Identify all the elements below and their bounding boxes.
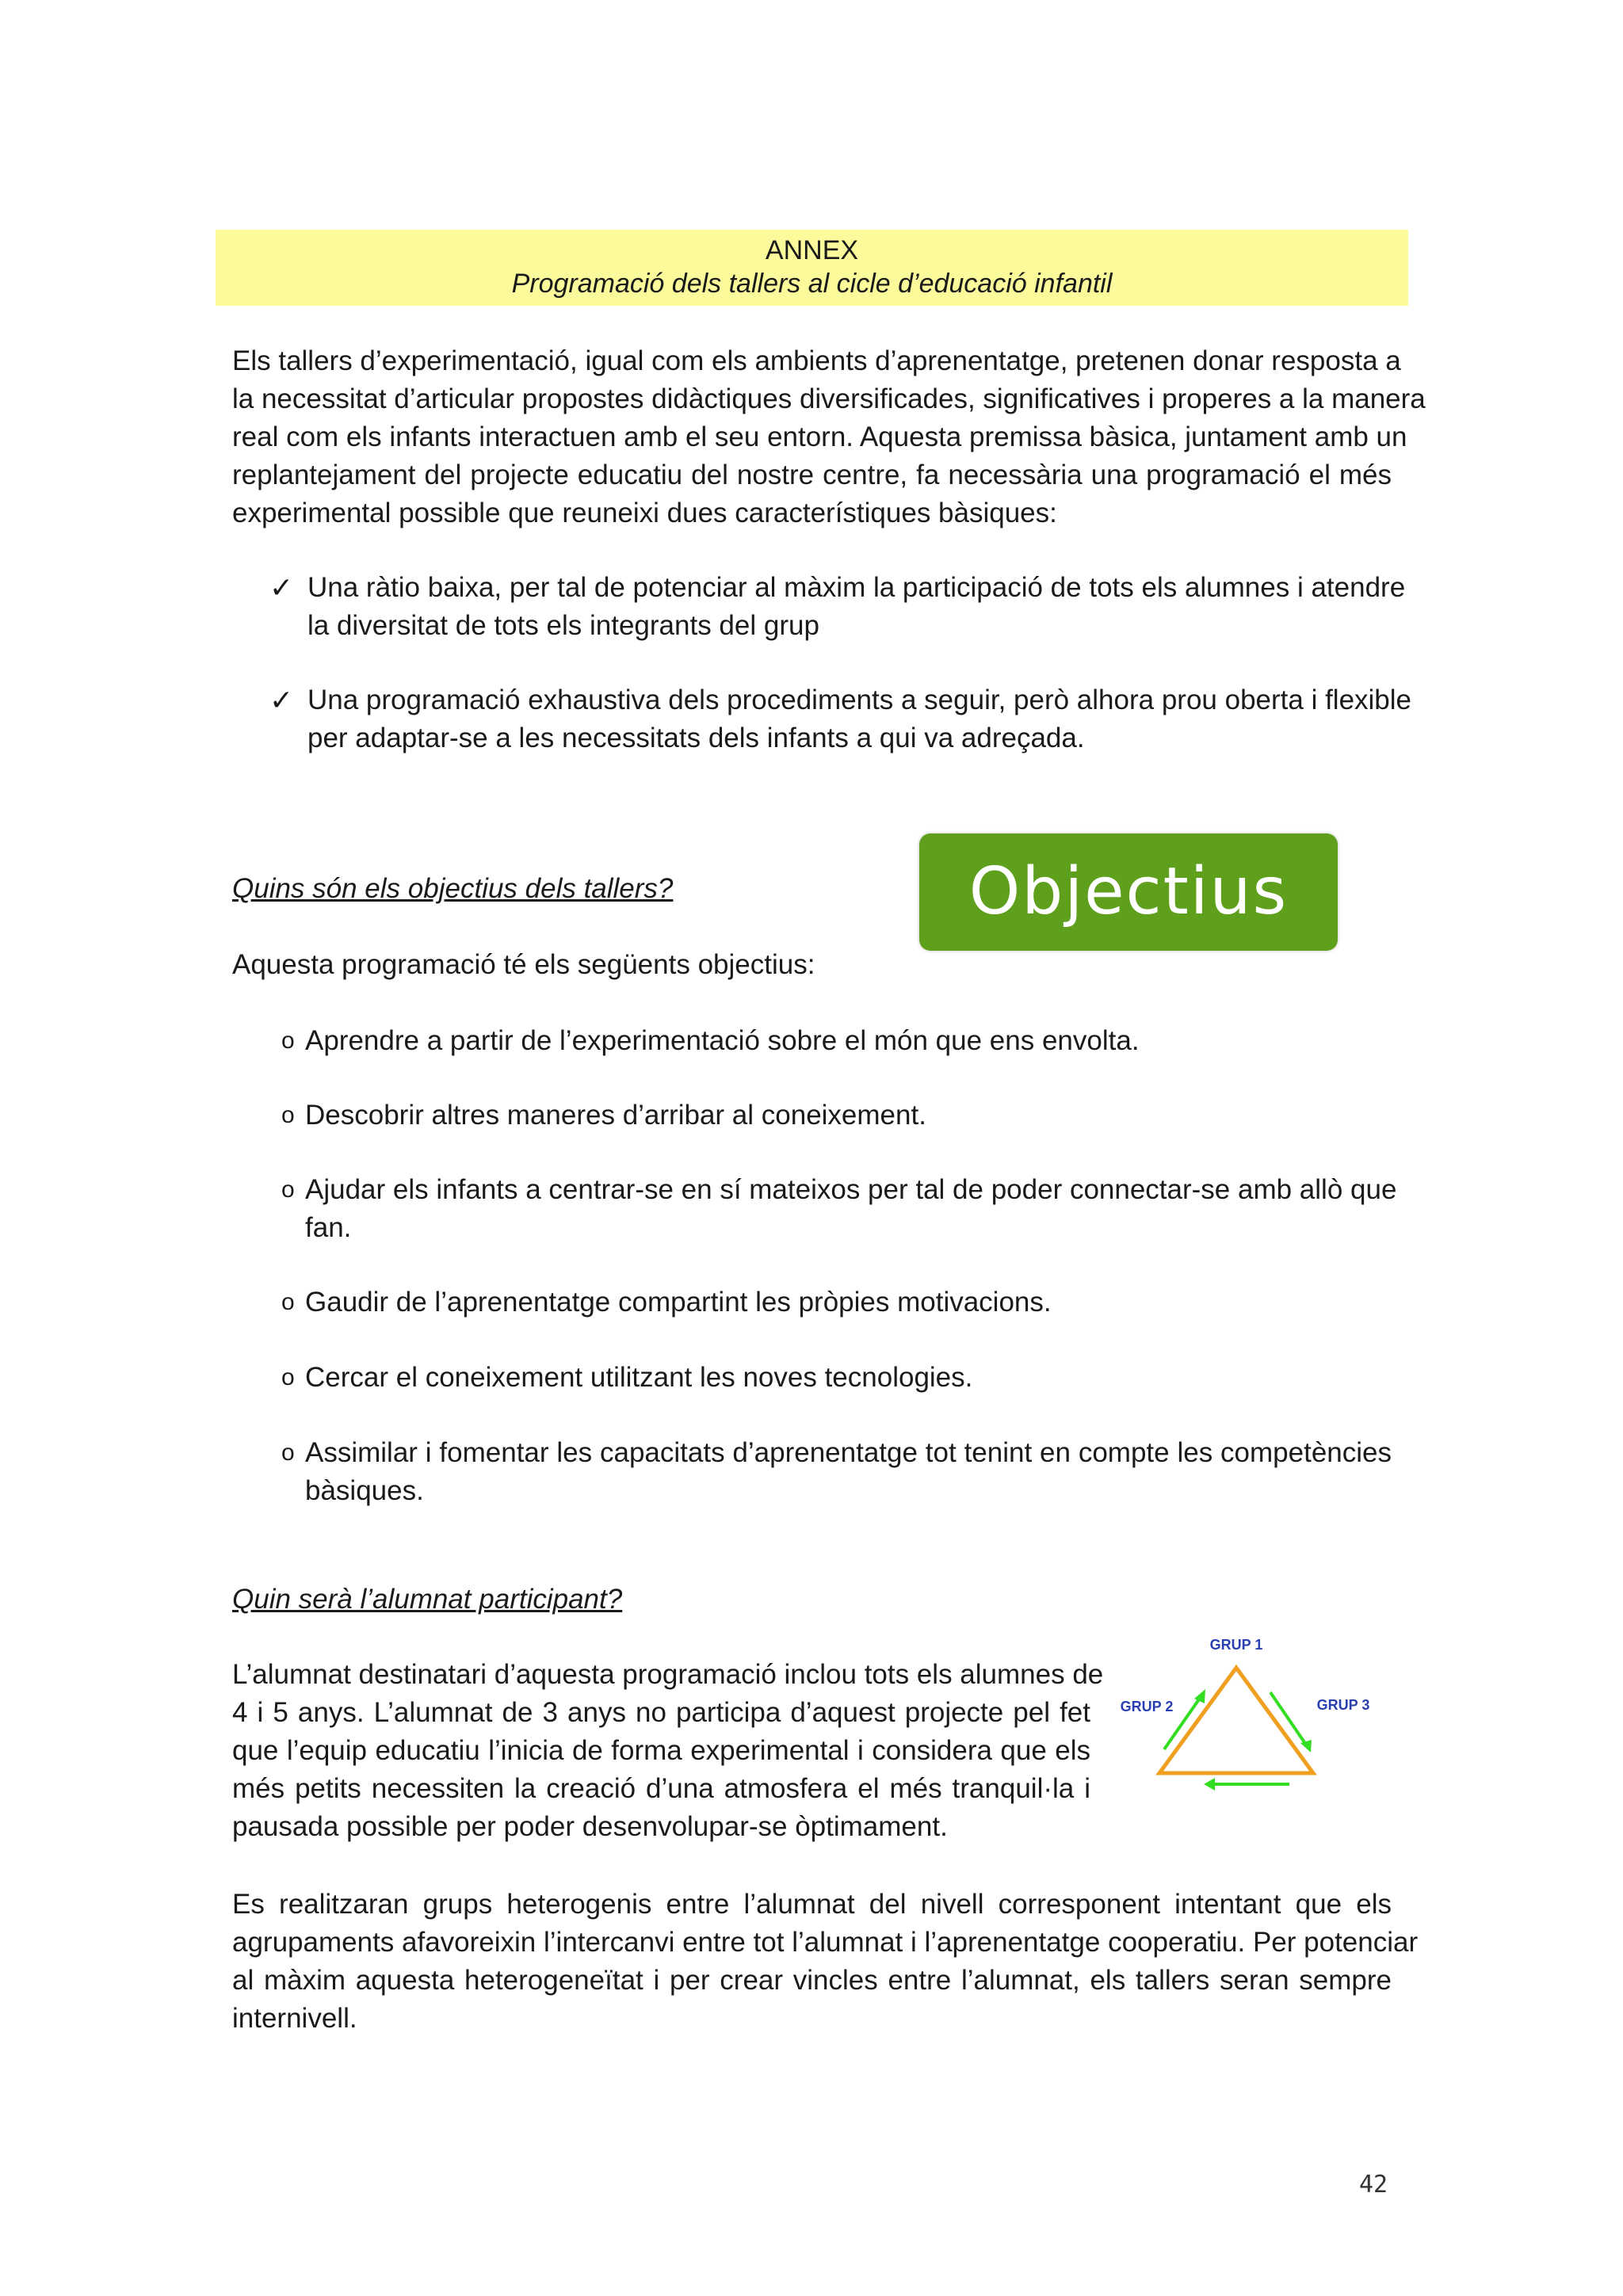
circle-bullet-icon: o xyxy=(281,1177,295,1203)
feature-line: Una programació exhaustiva dels procediments a seguir, però alhora prou oberta i flexible xyxy=(307,685,1412,715)
group2-label: GRUP 2 xyxy=(1120,1699,1174,1714)
group1-label: GRUP 1 xyxy=(1209,1637,1263,1653)
objective-item xyxy=(305,1359,1392,1397)
page-number: 42 xyxy=(1359,2171,1388,2199)
annex-subtitle: Programació dels tallers al cicle d’educació infantil xyxy=(511,269,1113,299)
intro-line: real com els infants interactuen amb el seu entorn. Aquesta premissa bàsica, juntament amb un xyxy=(232,421,1407,452)
circle-bullet-icon: o xyxy=(281,1102,295,1128)
objective-line: bàsiques. xyxy=(305,1475,424,1506)
objectives-intro xyxy=(232,946,1392,984)
participants-heading: Quin serà l’alumnat participant? xyxy=(232,1584,623,1615)
objective-line: Aprendre a partir de l’experimentació sobre el món que ens envolta. xyxy=(305,1025,1140,1056)
objective-line: Ajudar els infants a centrar-se en sí mateixos per tal de poder connectar-se amb allò que xyxy=(305,1174,1397,1205)
arrowhead-icon xyxy=(1204,1778,1215,1791)
grouping-paragraph xyxy=(232,1886,1419,2038)
objective-item xyxy=(305,1171,1397,1247)
intro-paragraph xyxy=(232,342,1426,532)
objective-line: fan. xyxy=(305,1212,352,1243)
feature-line: per adaptar-se a les necessitats dels infants a qui va adreçada. xyxy=(307,723,1085,753)
participants-line: que l’equip educatiu l’inicia de forma experimental i considera que els xyxy=(232,1735,1090,1766)
participants-paragraph xyxy=(232,1656,1104,1846)
participants-line: més petits necessiten la creació d’una atmosfera el més tranquil·la i xyxy=(232,1773,1090,1804)
feature-line: la diversitat de tots els integrants del grup xyxy=(307,610,819,641)
objective-line: Descobrir altres maneres d’arribar al coneixement. xyxy=(305,1100,926,1131)
feature-line: Una ràtio baixa, per tal de potenciar al màxim la participació de tots els alumnes i atendre xyxy=(307,572,1406,603)
annex-title: ANNEX xyxy=(765,235,859,265)
circle-bullet-icon: o xyxy=(281,1440,295,1466)
feature-item xyxy=(307,569,1406,645)
participants-line: L’alumnat destinatari d’aquesta programació inclou tots els alumnes de xyxy=(232,1659,1104,1690)
objective-item xyxy=(305,1022,1392,1060)
group-rotation-diagram xyxy=(1113,1632,1375,1798)
objectives-heading: Quins són els objectius dels tallers? xyxy=(232,873,674,904)
checkmark-icon: ✓ xyxy=(269,684,294,716)
grouping-line: internivell. xyxy=(232,2003,357,2034)
objectius-badge xyxy=(919,833,1338,951)
objectius-badge-text: Objectius xyxy=(968,854,1289,929)
group-triangle-svg xyxy=(1113,1632,1375,1798)
feature-item xyxy=(307,681,1412,757)
objective-item xyxy=(305,1283,1392,1322)
objectives-intro-line: Aquesta programació té els següents objectius: xyxy=(232,949,815,980)
intro-line: experimental possible que reuneixi dues característiques bàsiques: xyxy=(232,498,1057,528)
checkmark-icon: ✓ xyxy=(269,571,294,604)
intro-line: replantejament del projecte educatiu del nostre centre, fa necessària una programació el més xyxy=(232,460,1392,490)
grouping-line: al màxim aquesta heterogeneïtat i per crear vincles entre l’alumnat, els tallers seran sempre xyxy=(232,1965,1392,1996)
intro-line: la necessitat d’articular propostes didàctiques diversificades, significatives i properes a la manera xyxy=(232,383,1426,414)
arrowhead-icon xyxy=(1300,1740,1312,1753)
annex-header xyxy=(216,230,1408,306)
circle-bullet-icon: o xyxy=(281,1289,295,1315)
circle-bullet-icon: o xyxy=(281,1364,295,1390)
grouping-line: Es realitzaran grups heterogenis entre l’alumnat del nivell corresponent intentant que els xyxy=(232,1889,1392,1920)
objective-item xyxy=(305,1097,1392,1135)
circle-bullet-icon: o xyxy=(281,1028,295,1054)
participants-line: 4 i 5 anys. L’alumnat de 3 anys no participa d’aquest projecte pel fet xyxy=(232,1697,1090,1728)
group3-label: GRUP 3 xyxy=(1316,1697,1370,1713)
grouping-line: agrupaments afavoreixin l’intercanvi entre tot l’alumnat i l’aprenentatge cooperatiu. Per potenciar xyxy=(232,1927,1419,1958)
objective-line: Cercar el coneixement utilitzant les noves tecnologies. xyxy=(305,1362,973,1393)
objective-item xyxy=(305,1434,1392,1510)
participants-line: pausada possible per poder desenvolupar-se òptimament. xyxy=(232,1811,948,1842)
intro-line: Els tallers d’experimentació, igual com els ambients d’aprenentatge, pretenen donar resposta a xyxy=(232,345,1401,376)
objective-line: Gaudir de l’aprenentatge compartint les pròpies motivacions. xyxy=(305,1287,1052,1318)
objective-line: Assimilar i fomentar les capacitats d’aprenentatge tot tenint en compte les competències xyxy=(305,1437,1392,1468)
